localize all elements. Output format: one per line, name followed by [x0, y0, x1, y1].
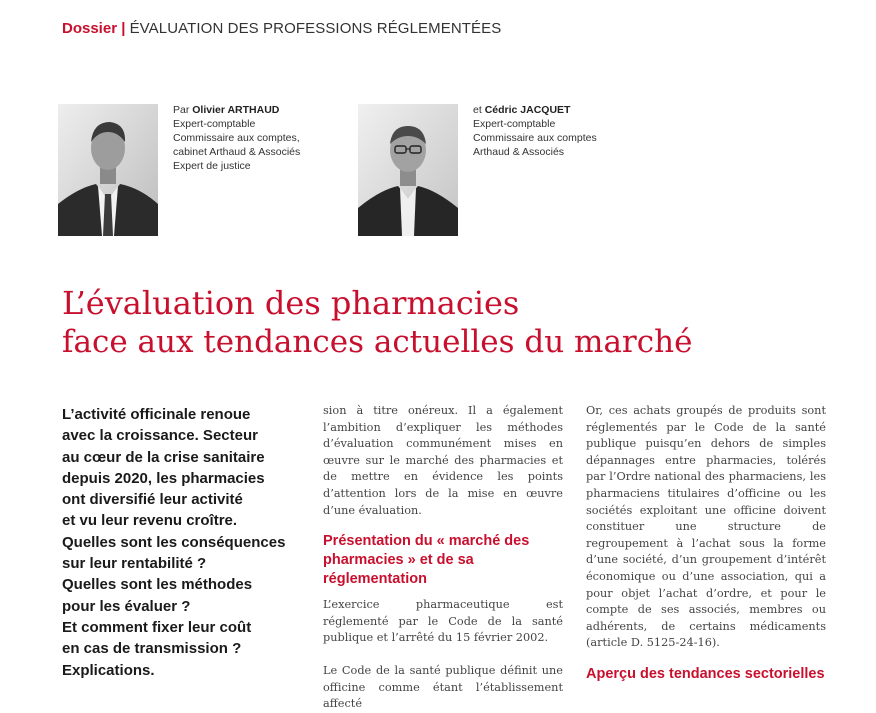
author-prefix: Par [173, 104, 190, 116]
author-credit-arthaud [173, 103, 300, 173]
lede-line: sur leur rentabilité ? [62, 555, 207, 573]
lede-line: Quelles sont les méthodes [62, 576, 253, 594]
section-heading: Aperçu des tendances sectorielles [586, 665, 825, 682]
author-name: Cédric JACQUET [484, 104, 571, 116]
author-photo-jacquet [358, 104, 458, 236]
lede-line: avec la croissance. Secteur [62, 427, 258, 445]
author-role: Commissaire aux comptes [473, 132, 597, 144]
body-paragraph: sion à titre onéreux. Il a également l’ambition d’expliquer les méthodes d’évaluation communément mises en œuvre sur le marché des pharmacies et de mettre en évidence les points d’attention lors de la mise en œuvre d’une évaluation. [323, 404, 563, 517]
article-subtitle: face aux tendances actuelles du marché [62, 324, 693, 360]
body-column-3 [586, 403, 826, 692]
lede-line: Explications. [62, 661, 155, 679]
author-role: cabinet Arthaud & Associés [173, 146, 301, 158]
article-title: L’évaluation des pharmacies [62, 284, 520, 322]
header-separator: | [121, 20, 126, 37]
lede-line: en cas de transmission ? [62, 640, 242, 658]
header-section-title: ÉVALUATION DES PROFESSIONS RÉGLEMENTÉES [129, 20, 502, 37]
author-role: Expert de justice [173, 160, 251, 172]
article-lede [62, 404, 297, 681]
author-prefix: et [473, 104, 482, 116]
author-credit-jacquet [473, 103, 597, 159]
author-role: Arthaud & Associés [473, 146, 565, 158]
author-role: Commissaire aux comptes, [173, 132, 300, 144]
author-role: Expert-comptable [173, 118, 256, 130]
lede-line: Quelles sont les conséquences [62, 533, 286, 551]
body-paragraph: Le Code de la santé publique définit une officine comme étant l’établissement affecté [323, 663, 563, 711]
lede-line: pour les évaluer ? [62, 597, 191, 615]
lede-line: au cœur de la crise sanitaire [62, 448, 265, 466]
section-header [62, 20, 501, 37]
lede-line: ont diversifié leur activité [62, 491, 243, 509]
lede-line: et vu leur revenu croître. [62, 512, 238, 530]
author-name: Olivier ARTHAUD [192, 104, 280, 116]
body-paragraph: Or, ces achats groupés de produits sont réglementés par le Code de la santé publique puisqu’en dehors de simples dépannages entre pharmacies, tolérés par l’Ordre national des pharmaciens, les pharmaciens titulaires d’officine ou les sociétés exploitant une officine doivent constituer une structure de regroupement à l’achat sous la forme d’une société, d’un groupement d’intérêt économique ou d’une association, qui a pour objet l’achat d’ordre, et pour le compte de ses associés, membres ou adhérents, de certains médicaments (article D. 5125-24-16). [586, 404, 826, 650]
lede-line: L’activité officinale renoue [62, 406, 251, 423]
lede-line: Et comment fixer leur coût [62, 618, 252, 636]
body-column-2 [323, 403, 563, 713]
section-heading: Présentation du « marché des pharmacies » et de sa réglementation [323, 533, 530, 588]
author-role: Expert-comptable [473, 118, 556, 130]
header-keyword: Dossier [62, 20, 118, 37]
author-photo-arthaud [58, 104, 158, 236]
body-paragraph: L’exercice pharmaceutique est réglementé par le Code de la santé publique et l’arrêté du 15 février 2002. [323, 598, 563, 645]
lede-line: depuis 2020, les pharmacies [62, 469, 265, 487]
